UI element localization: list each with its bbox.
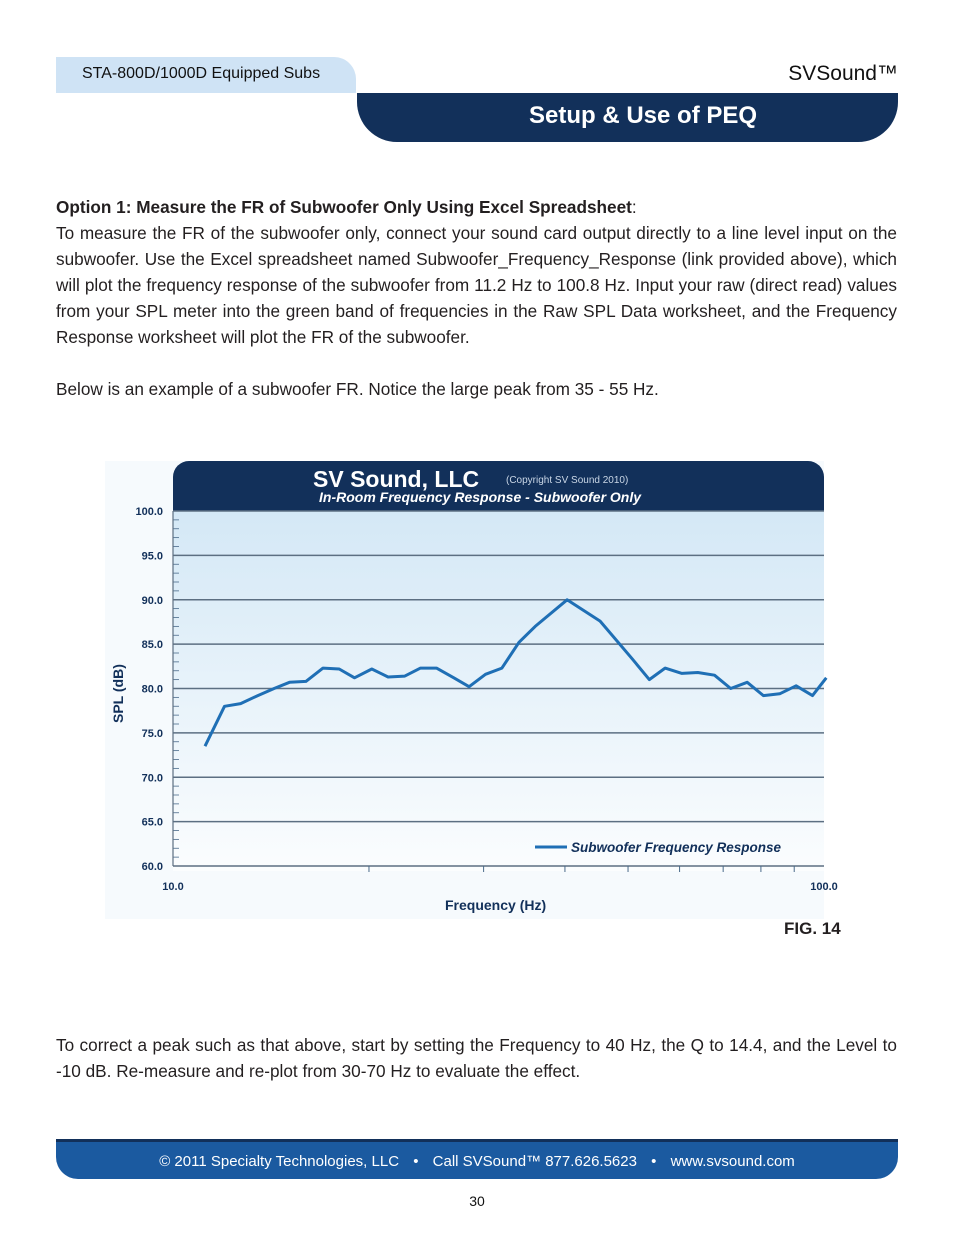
document-tab-label: STA-800D/1000D Equipped Subs bbox=[82, 65, 321, 82]
y-tick-label: 60.0 bbox=[141, 861, 163, 873]
paragraph-example: Below is an example of a subwoofer FR. Notice the large peak from 35 - 55 Hz. bbox=[56, 379, 659, 399]
brand-name: SVSound™ bbox=[788, 62, 898, 85]
paragraph-intro: To measure the FR of the subwoofer only, connect your sound card output directly to a line level input on the subwoofer. Use the Excel spreadsheet named Subwoofer_Frequency_Response (link provided above), which will plot the frequency response of the subwoofer from 11.2 Hz to 100.8 Hz. Input your raw (direct read) values from your SPL meter into the green band of frequencies in the Raw SPL Data worksheet, and the Frequency Response worksheet will plot the FR of the subwoofer. bbox=[56, 223, 897, 347]
y-tick-label: 65.0 bbox=[141, 816, 163, 829]
chart-title: SV Sound, LLC bbox=[313, 466, 480, 492]
x-tick-label: 100.0 bbox=[810, 881, 838, 893]
chart-svg bbox=[105, 461, 838, 919]
option-heading-colon: : bbox=[631, 197, 637, 217]
section-header bbox=[357, 93, 898, 142]
y-tick-label: 95.0 bbox=[141, 550, 163, 563]
y-tick-label: 70.0 bbox=[141, 772, 163, 785]
page-title: Setup & Use of PEQ bbox=[529, 102, 758, 129]
footer-separator: • bbox=[413, 1153, 419, 1170]
footer-website-link[interactable]: www.svsound.com bbox=[670, 1153, 795, 1170]
chart-subtitle: In-Room Frequency Response - Subwoofer Only bbox=[319, 489, 642, 505]
document-tab bbox=[56, 57, 356, 93]
figure-label: FIG. 14 bbox=[784, 919, 841, 938]
x-tick-label: 10.0 bbox=[162, 881, 184, 893]
y-tick-label: 80.0 bbox=[141, 683, 163, 696]
y-tick-label: 85.0 bbox=[141, 639, 163, 652]
y-axis-label: SPL (dB) bbox=[110, 664, 126, 723]
footer-bar bbox=[56, 1139, 898, 1179]
legend-label: Subwoofer Frequency Response bbox=[571, 840, 782, 855]
option-heading-line bbox=[56, 194, 897, 220]
y-tick-label: 90.0 bbox=[141, 594, 163, 607]
frequency-response-chart bbox=[105, 461, 838, 919]
footer-copyright: © 2011 Specialty Technologies, LLC bbox=[159, 1153, 400, 1170]
footer-phone: Call SVSound™ 877.626.5623 bbox=[432, 1153, 637, 1170]
main-content bbox=[56, 194, 897, 402]
footer-separator: • bbox=[651, 1153, 657, 1170]
y-tick-label: 75.0 bbox=[141, 727, 163, 740]
x-axis-label: Frequency (Hz) bbox=[445, 897, 547, 913]
option-heading: Option 1: Measure the FR of Subwoofer Only Using Excel Spreadsheet bbox=[56, 197, 632, 217]
page-number: 30 bbox=[469, 1193, 485, 1209]
y-tick-label: 100.0 bbox=[135, 506, 163, 518]
paragraph-correction: To correct a peak such as that above, start by setting the Frequency to 40 Hz, the Q to 14.4, and the Level to -10 dB. Re-measure and re-plot from 30-70 Hz to evaluate the effect. bbox=[56, 1035, 897, 1081]
chart-title-note: (Copyright SV Sound 2010) bbox=[506, 475, 629, 486]
